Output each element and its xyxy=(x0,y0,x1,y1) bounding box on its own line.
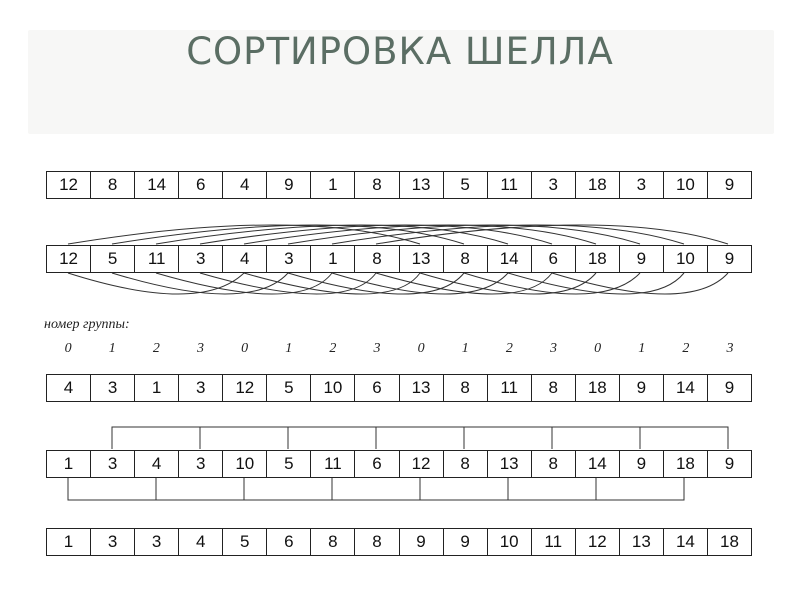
arc-bot-8 xyxy=(420,273,596,294)
arc-bot-9 xyxy=(464,273,640,294)
array-cell: 1 xyxy=(47,529,91,555)
array-row-2 xyxy=(46,245,752,273)
array-cell: 11 xyxy=(532,529,576,555)
arc-top-7 xyxy=(376,225,728,244)
arc-bot-2 xyxy=(156,273,332,294)
array-cell: 10 xyxy=(223,451,267,477)
array-cell: 5 xyxy=(267,451,311,477)
array-cell: 9 xyxy=(620,451,664,477)
array-row-4 xyxy=(46,450,752,478)
array-cell: 9 xyxy=(620,375,664,401)
array-row-1 xyxy=(46,171,752,199)
array-cell: 9 xyxy=(724,249,735,268)
arc-top-3 xyxy=(200,225,552,244)
group-number: 0 xyxy=(417,341,425,356)
array-cell: 6 xyxy=(355,375,399,401)
array-cell: 3 xyxy=(91,451,135,477)
array-cell: 10 xyxy=(311,375,355,401)
group-number: 3 xyxy=(373,341,381,356)
group-number: 1 xyxy=(461,341,469,356)
arc-top-6 xyxy=(332,225,684,244)
array-cell: 10 xyxy=(488,529,532,555)
array-cell: 10 xyxy=(664,172,708,198)
array-cell: 1 xyxy=(47,451,91,477)
array-cell: 12 xyxy=(47,246,91,272)
array-cell: 12 xyxy=(223,375,267,401)
array-cell: 3 xyxy=(135,529,179,555)
array-cell: 3 xyxy=(620,172,664,198)
array-cell: 12 xyxy=(400,451,444,477)
array-cell: 5 xyxy=(444,172,488,198)
array-cell: 9 xyxy=(444,529,488,555)
array-cell: 8 xyxy=(355,172,399,198)
array-cell: 13 xyxy=(620,529,664,555)
array-cell: 3 xyxy=(179,375,223,401)
arc-bot-10 xyxy=(508,273,684,294)
arc-bot-5 xyxy=(288,273,464,294)
array-cell: 18 xyxy=(576,375,620,401)
array-row-3 xyxy=(46,374,752,402)
array-cell: 3 xyxy=(267,246,311,272)
array-cell: 3 xyxy=(532,172,576,198)
arc-top-4 xyxy=(244,225,596,244)
array-cell: 4 xyxy=(135,451,179,477)
array-cell: 6 xyxy=(267,529,311,555)
array-cell: 14 xyxy=(664,375,708,401)
group-number: 1 xyxy=(638,341,646,356)
array-cell: 14 xyxy=(135,172,179,198)
array-cell: 18 xyxy=(576,172,620,198)
array-cell: 4 xyxy=(47,375,91,401)
bracket-even-group xyxy=(68,478,684,500)
array-cell: 1 xyxy=(311,246,355,272)
array-cell: 11 xyxy=(311,451,355,477)
arc-bot-4 xyxy=(244,273,420,294)
arc-bot-0 xyxy=(68,273,244,294)
group-number-label: номер группы: xyxy=(44,317,130,332)
array-cell: 10 xyxy=(664,246,708,272)
array-cell: 9 xyxy=(724,378,735,397)
array-cell: 9 xyxy=(724,454,735,473)
group-number: 0 xyxy=(594,341,602,356)
arc-top-0 xyxy=(68,225,420,244)
array-cell: 9 xyxy=(267,172,311,198)
array-cell: 6 xyxy=(355,451,399,477)
array-cell: 4 xyxy=(179,529,223,555)
array-cell: 5 xyxy=(223,529,267,555)
group-number: 2 xyxy=(682,341,690,356)
array-row-5 xyxy=(46,528,752,556)
array-cell: 11 xyxy=(488,375,532,401)
group-number: 1 xyxy=(285,341,293,356)
array-cell: 13 xyxy=(400,375,444,401)
array-cell: 14 xyxy=(576,451,620,477)
group-number: 3 xyxy=(196,341,204,356)
array-cell: 5 xyxy=(91,246,135,272)
array-cell: 3 xyxy=(179,451,223,477)
arc-top-1 xyxy=(112,225,464,244)
array-cell: 9 xyxy=(620,246,664,272)
group-number: 0 xyxy=(64,341,72,356)
group-number: 2 xyxy=(505,341,513,356)
group-number: 2 xyxy=(152,341,160,356)
group-number: 3 xyxy=(549,341,557,356)
array-cell: 3 xyxy=(179,246,223,272)
array-cell: 3 xyxy=(91,375,135,401)
array-cell: 11 xyxy=(135,246,179,272)
array-cell: 14 xyxy=(664,529,708,555)
group-number: 1 xyxy=(108,341,116,356)
array-cell: 18 xyxy=(664,451,708,477)
group-number: 2 xyxy=(329,341,337,356)
bracket-odd-group xyxy=(112,427,728,449)
array-cell: 9 xyxy=(724,175,735,194)
array-cell: 1 xyxy=(311,172,355,198)
array-cell: 13 xyxy=(400,172,444,198)
slide-title: СОРТИРОВКА ШЕЛЛА xyxy=(186,30,614,73)
array-cell: 18 xyxy=(576,246,620,272)
array-cell: 18 xyxy=(720,532,739,551)
arc-bot-11 xyxy=(552,273,728,294)
array-cell: 14 xyxy=(488,246,532,272)
array-cell: 8 xyxy=(91,172,135,198)
array-cell: 8 xyxy=(532,375,576,401)
array-cell: 8 xyxy=(311,529,355,555)
array-cell: 13 xyxy=(400,246,444,272)
group-number: 3 xyxy=(726,341,734,356)
arc-bot-1 xyxy=(112,273,288,294)
array-cell: 12 xyxy=(576,529,620,555)
arc-top-2 xyxy=(156,225,508,244)
array-cell: 1 xyxy=(135,375,179,401)
array-cell: 4 xyxy=(223,246,267,272)
array-cell: 3 xyxy=(91,529,135,555)
array-cell: 8 xyxy=(444,451,488,477)
array-cell: 8 xyxy=(444,375,488,401)
array-cell: 8 xyxy=(355,246,399,272)
array-cell: 12 xyxy=(47,172,91,198)
group-numbers xyxy=(46,341,752,357)
arc-top-5 xyxy=(288,225,640,244)
array-cell: 8 xyxy=(355,529,399,555)
array-cell: 8 xyxy=(444,246,488,272)
arc-bot-7 xyxy=(376,273,552,294)
array-cell: 6 xyxy=(179,172,223,198)
array-cell: 13 xyxy=(488,451,532,477)
array-cell: 4 xyxy=(223,172,267,198)
array-cell: 6 xyxy=(532,246,576,272)
array-cell: 9 xyxy=(400,529,444,555)
arc-bot-6 xyxy=(332,273,508,294)
group-number: 0 xyxy=(241,341,249,356)
array-cell: 8 xyxy=(532,451,576,477)
array-cell: 11 xyxy=(488,172,532,198)
arc-bot-3 xyxy=(200,273,376,294)
array-cell: 5 xyxy=(267,375,311,401)
